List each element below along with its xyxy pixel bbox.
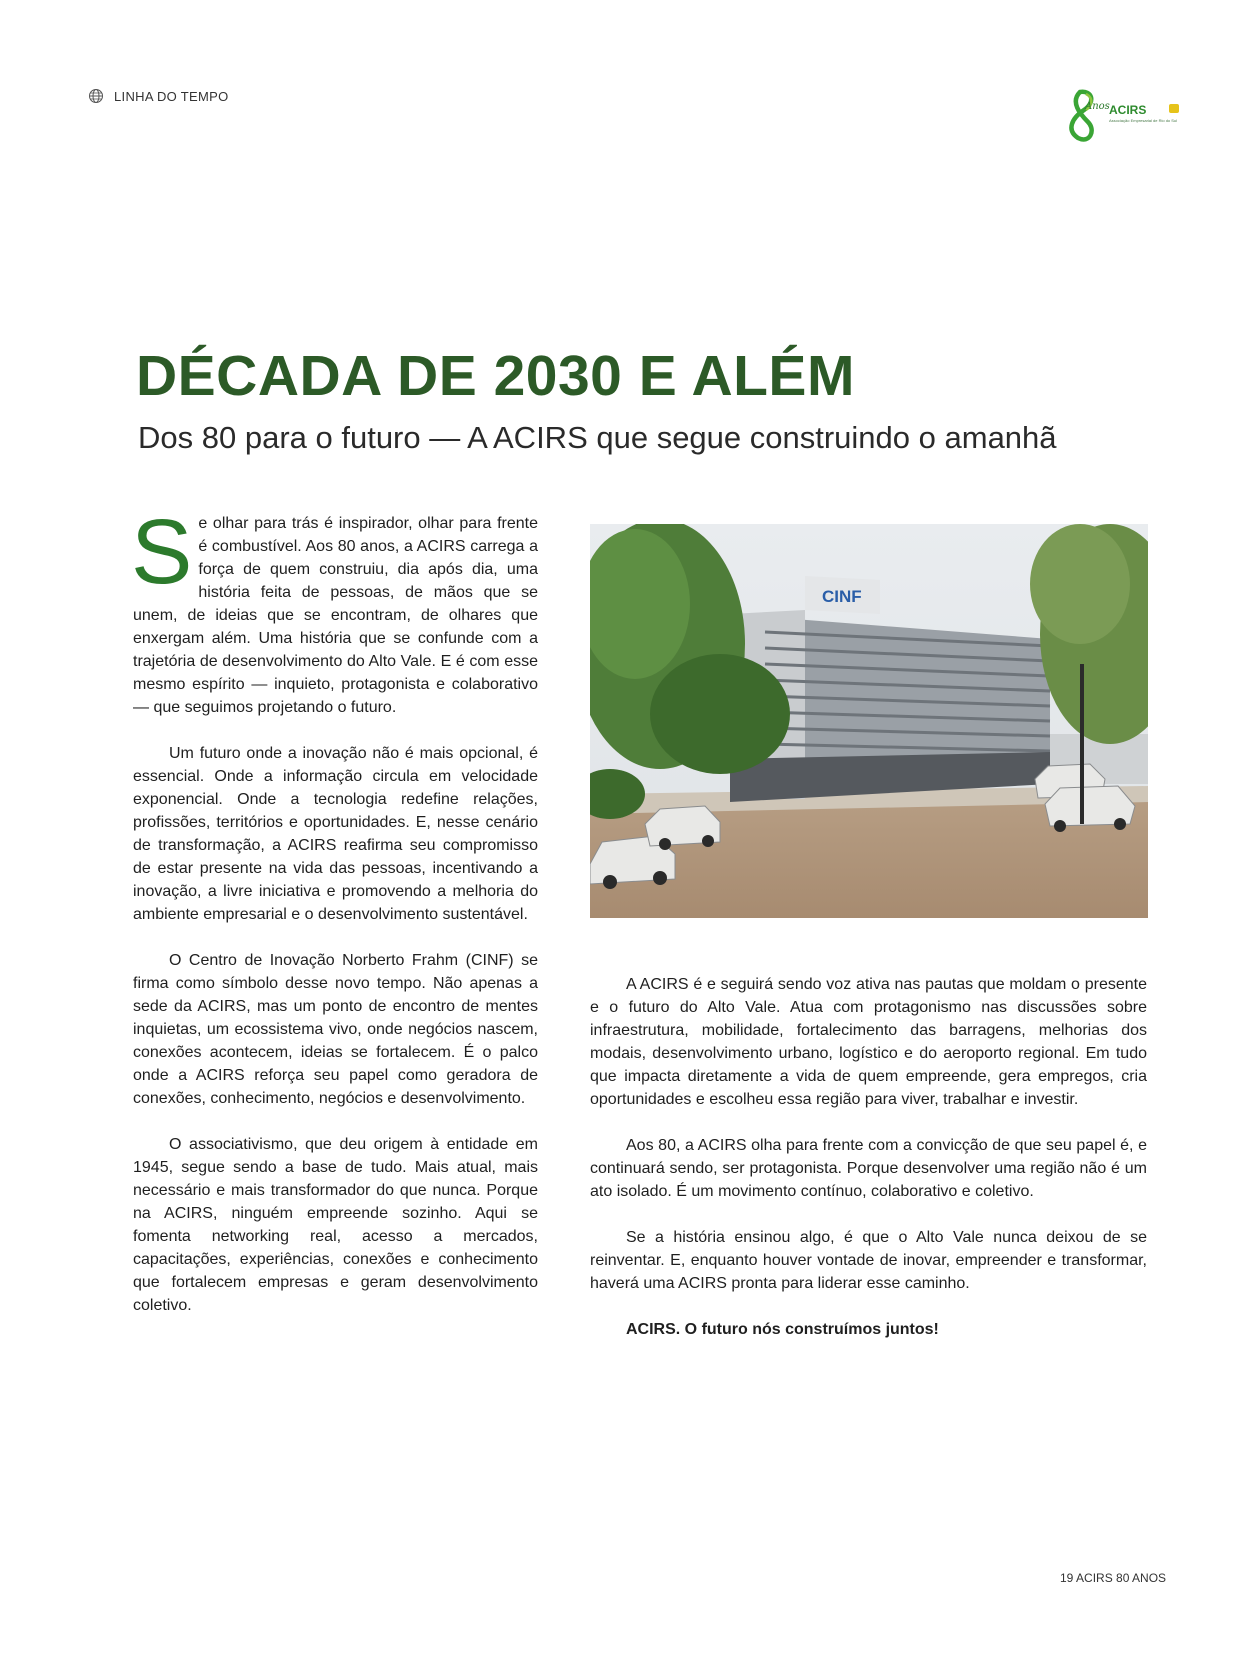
building-sign: CINF <box>822 587 862 606</box>
page-subtitle: Dos 80 para o futuro — A ACIRS que segue construindo o amanhã <box>138 420 1057 455</box>
intro-paragraph <box>131 501 538 719</box>
logo-mark-icon <box>1169 104 1179 113</box>
left-column <box>131 501 538 1340</box>
section-tag <box>88 88 228 104</box>
right-column <box>590 973 1147 1364</box>
body-paragraph: A ACIRS é e seguirá sendo voz ativa nas pautas que moldam o presente e o futuro do Alto Vale. Atua com protagonismo nas discussões sobre infraestrutura, mobilidade, fortalecimento das barragens, melhorias dos modais, desenvolvimento urbano, logístico e do aeroporto regional. Em tudo que impacta diretamente a vida de quem empreende, gera empregos, cria oportunidades e escolheu essa região para viver, trabalhar e investir. <box>590 976 1147 1108</box>
acirs-80-anos-logo <box>1058 86 1178 146</box>
body-paragraph: Aos 80, a ACIRS olha para frente com a convicção de que seu papel é, e continuará sendo, ser protagonista. Porque desenvolver uma região não é um ato isolado. É um movimento contínuo, colaborativo e coletivo. <box>590 1137 1147 1200</box>
body-paragraph: O associativismo, que deu origem à entidade em 1945, segue sendo a base de tudo. Mais atual, mais necessário e mais transformador do que nunca. Porque na ACIRS, ninguém empreende sozinho. Aqui se fomenta networking real, acesso a mercados, capacitações, experiências, conexões e conhecimento que fortalecem empresas e geram desenvolvimento coletivo. <box>133 1136 538 1314</box>
logo-anos-text: Anos <box>1085 101 1110 112</box>
page-folio: 19 ACIRS 80 ANOS <box>1060 1571 1167 1585</box>
logo-brand-text: ACIRS <box>1109 103 1147 117</box>
cinf-building-photo <box>590 524 1148 918</box>
page-title: DÉCADA DE 2030 E ALÉM <box>136 344 855 408</box>
globe-icon <box>88 88 104 104</box>
body-paragraph: Se a história ensinou algo, é que o Alto Vale nunca deixou de se reinventar. E, enquanto houver vontade de inovar, empreender e transformar, haverá uma ACIRS pronta para liderar esse caminho. <box>590 1229 1147 1292</box>
closing-line: ACIRS. O futuro nós construímos juntos! <box>626 1321 939 1338</box>
dropcap: S <box>131 501 193 603</box>
body-paragraph: O Centro de Inovação Norberto Frahm (CINF) se firma como símbolo desse novo tempo. Não apenas a sede da ACIRS, mas um ponto de encontro de mentes inquietas, um ecossistema vivo, onde negócios nascem, conexões acontecem, ideias se fortalecem. É o palco onde a ACIRS reforça seu papel como geradora de conexões, conhecimento, negócios e desenvolvimento. <box>133 952 538 1107</box>
logo-brand-subtext: Associação Empresarial de Rio do Sul <box>1109 118 1178 123</box>
section-label: LINHA DO TEMPO <box>114 88 229 104</box>
body-paragraph: Um futuro onde a inovação não é mais opcional, é essencial. Onde a informação circula em velocidade exponencial. Onde a tecnologia redefine relações, profissões, territórios e oportunidades. E, nesse cenário de transformação, a ACIRS reafirma seu compromisso de estar presente na vida das pessoas, incentivando a inovação, a livre iniciativa e promovendo a melhoria do ambiente empresarial e o desenvolvimento sustentável. <box>133 745 538 923</box>
intro-paragraph-text: e olhar para trás é inspirador, olhar para frente é combustível. Aos 80 anos, a ACIRS carrega a força de quem construiu, dia após dia, uma história feita de pessoas, de mãos que se unem, de ideias que se encontram, de olhares que enxergam além. Uma história que se confunde com a trajetória de desenvolvimento do Alto Vale. E é com esse mesmo espírito — inquieto, protagonista e colaborativo — que seguimos projetando o futuro. <box>133 515 538 716</box>
